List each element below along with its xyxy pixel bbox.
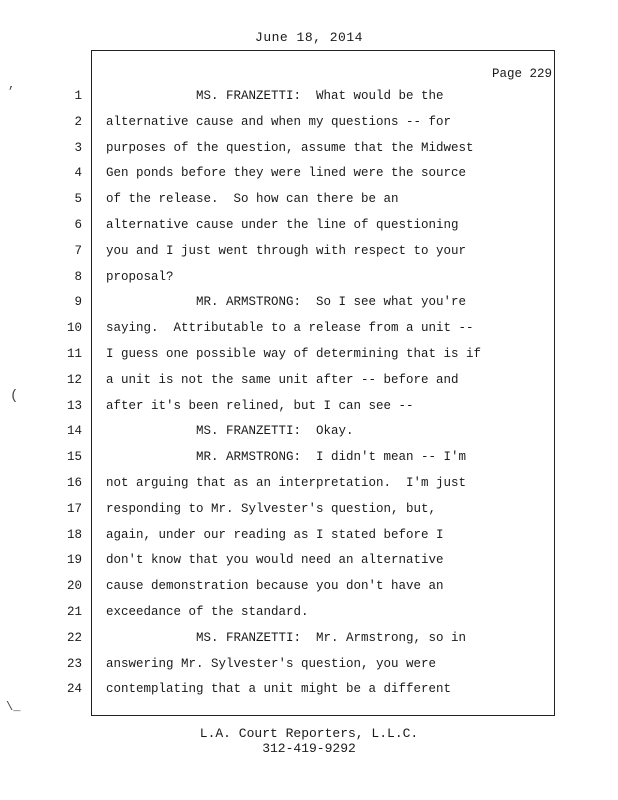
transcript-line: alternative cause under the line of questioning <box>106 218 459 232</box>
scan-mark: \_ <box>6 700 21 714</box>
transcript-line: saying. Attributable to a release from a unit -- <box>106 321 474 336</box>
line-number: 24 <box>66 682 82 697</box>
transcript-line: after it's been relined, but I can see -- <box>106 398 414 413</box>
transcript-line: proposal? <box>106 269 174 284</box>
line-number: 14 <box>66 424 82 439</box>
line-number: 13 <box>66 398 82 413</box>
transcript-line: purposes of the question, assume that the Midwest <box>106 140 474 155</box>
line-number: 10 <box>66 321 82 336</box>
transcript-line: MR. ARMSTRONG: I didn't mean -- I'm <box>106 450 467 465</box>
line-number: 18 <box>66 527 82 542</box>
line-number: 2 <box>74 114 82 129</box>
line-number: 1 <box>74 89 82 103</box>
transcript-line: exceedance of the standard. <box>106 605 309 619</box>
transcript-line: don't know that you would need an alternative <box>106 553 444 568</box>
header-date: June 18, 2014 <box>255 30 363 45</box>
scan-mark: , <box>8 78 16 92</box>
footer-phone: 312-419-9292 <box>262 741 356 756</box>
line-number: 19 <box>66 553 82 568</box>
line-number: 4 <box>74 166 82 181</box>
transcript-line: again, under our reading as I stated before I <box>106 527 444 542</box>
transcript-line: MS. FRANZETTI: Mr. Armstrong, so in <box>106 630 467 645</box>
transcript-line: Gen ponds before they were lined were the source <box>106 166 467 181</box>
line-number: 22 <box>66 630 82 645</box>
footer-company: L.A. Court Reporters, L.L.C. <box>199 726 419 741</box>
line-number: 8 <box>74 269 82 284</box>
line-number: 15 <box>66 450 82 465</box>
transcript-line: a unit is not the same unit after -- before and <box>106 372 459 387</box>
line-number: 6 <box>74 218 82 232</box>
transcript-line: you and I just went through with respect to your <box>106 243 467 258</box>
transcript-line: MS. FRANZETTI: What would be the <box>106 89 444 103</box>
transcript-line: of the release. So how can there be an <box>106 192 399 207</box>
line-number: 12 <box>66 372 82 387</box>
line-number: 17 <box>66 501 82 516</box>
transcript-line: contemplating that a unit might be a different <box>106 682 452 697</box>
transcript-line: MS. FRANZETTI: Okay. <box>106 424 354 439</box>
page-number: Page 229 <box>491 67 552 81</box>
transcript-line: answering Mr. Sylvester's question, you were <box>106 656 437 671</box>
transcript-line: responding to Mr. Sylvester's question, but, <box>106 501 437 516</box>
line-number: 9 <box>74 295 82 310</box>
line-number: 20 <box>66 579 82 594</box>
line-number: 7 <box>74 243 82 258</box>
line-number: 5 <box>74 192 82 207</box>
transcript-line: cause demonstration because you don't have an <box>106 579 444 594</box>
transcript-line: MR. ARMSTRONG: So I see what you're <box>106 295 467 310</box>
scan-mark: ( <box>10 388 19 404</box>
line-number: 21 <box>66 605 82 619</box>
transcript-line: I guess one possible way of determining that is if <box>106 347 482 361</box>
transcript-line: not arguing that as an interpretation. I'm just <box>106 476 467 490</box>
line-number: 16 <box>66 476 82 490</box>
line-number: 3 <box>74 140 82 155</box>
line-number: 11 <box>66 347 82 361</box>
line-number: 23 <box>66 656 82 671</box>
transcript-line: alternative cause and when my questions -- for <box>106 114 452 129</box>
